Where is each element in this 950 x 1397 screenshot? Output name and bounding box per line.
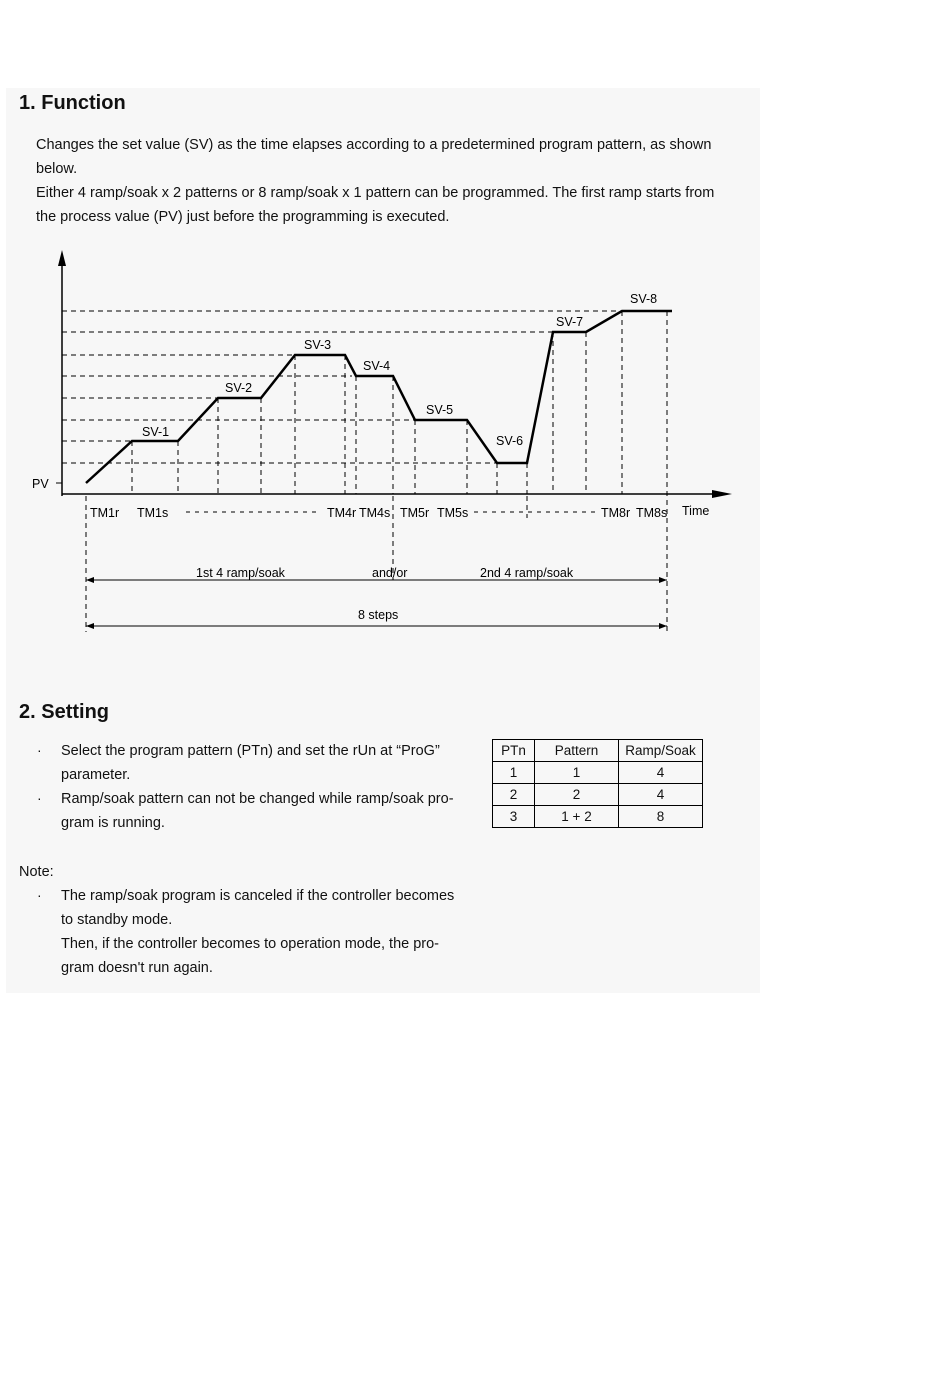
sv-label: SV-4 [363,359,391,373]
sv-label: SV-5 [426,403,454,417]
text-line: Changes the set value (SV) as the time elapses according to a predetermined program pattern, as shown [36,137,712,153]
section-2-title: 2. Setting [19,701,110,723]
table-header-cell: Ramp/Soak [619,740,703,762]
text-line: Ramp/soak pattern can not be changed while ramp/soak pro- [61,791,454,807]
text-line: the process value (PV) just before the programming is executed. [36,209,450,225]
pattern-table [492,739,703,828]
table-cell: 1 [493,762,535,784]
table-cell: 2 [493,784,535,806]
sv-label: SV-8 [630,292,658,306]
bullet-marker: · [37,887,42,903]
bullet-marker: · [37,790,42,806]
table-header-cell: PTn [493,740,535,762]
table-header-row [493,740,703,762]
table-cell: 2 [535,784,619,806]
tm-label: TM1s [137,506,169,520]
span-label-total: 8 steps [358,608,399,622]
text-line: Select the program pattern (PTn) and set the rUn at “ProG” [61,743,440,759]
tm-label: TM4s [359,506,391,520]
sv-label: SV-2 [225,381,253,395]
section-1-title: 1. Function [19,92,126,114]
table-cell: 4 [619,784,703,806]
note-bullet-1 [61,884,454,980]
pv-label: PV [32,477,49,491]
sv-label: SV-7 [556,315,584,329]
table-cell: 4 [619,762,703,784]
sv-label: SV-3 [304,338,332,352]
x-axis-arrow [712,490,732,498]
table-cell: 1 + 2 [535,806,619,828]
sv-label: SV-6 [496,434,524,448]
setting-bullet-2 [61,787,454,835]
tm-label: TM1r [90,506,120,520]
note-label: Note: [19,864,54,880]
setting-bullet-1 [61,739,440,787]
span-label-first: 1st 4 ramp/soak [196,566,285,580]
table-row [493,806,703,828]
table-row [493,762,703,784]
tm-label: TM8r [601,506,631,520]
text-line: Then, if the controller becomes to operation mode, the pro- [61,936,440,952]
span-label-andor: and/or [372,566,408,580]
tm-label: TM8s [636,506,668,520]
tm-label: TM4r [327,506,357,520]
table-cell: 3 [493,806,535,828]
y-axis-arrow [58,250,66,266]
text-line: below. [36,161,78,177]
bullet-marker: · [37,742,42,758]
table-header-cell: Pattern [535,740,619,762]
span-label-second: 2nd 4 ramp/soak [480,566,574,580]
time-axis-label: Time [682,504,710,518]
text-line: The ramp/soak program is canceled if the controller becomes [61,888,455,904]
text-line: Either 4 ramp/soak x 2 patterns or 8 ramp/soak x 1 pattern can be programmed. The first ramp starts from [36,185,715,201]
program-pattern-line [86,311,672,483]
tm-label: TM5r [400,506,430,520]
text-line: parameter. [61,767,131,783]
table-cell: 1 [535,762,619,784]
table-cell: 8 [619,806,703,828]
text-line: gram is running. [61,815,165,831]
table-row [493,784,703,806]
text-line: gram doesn't run again. [61,960,213,976]
sv-label: SV-1 [142,425,170,439]
tm-label: TM5s [437,506,469,520]
text-line: to standby mode. [61,912,173,928]
